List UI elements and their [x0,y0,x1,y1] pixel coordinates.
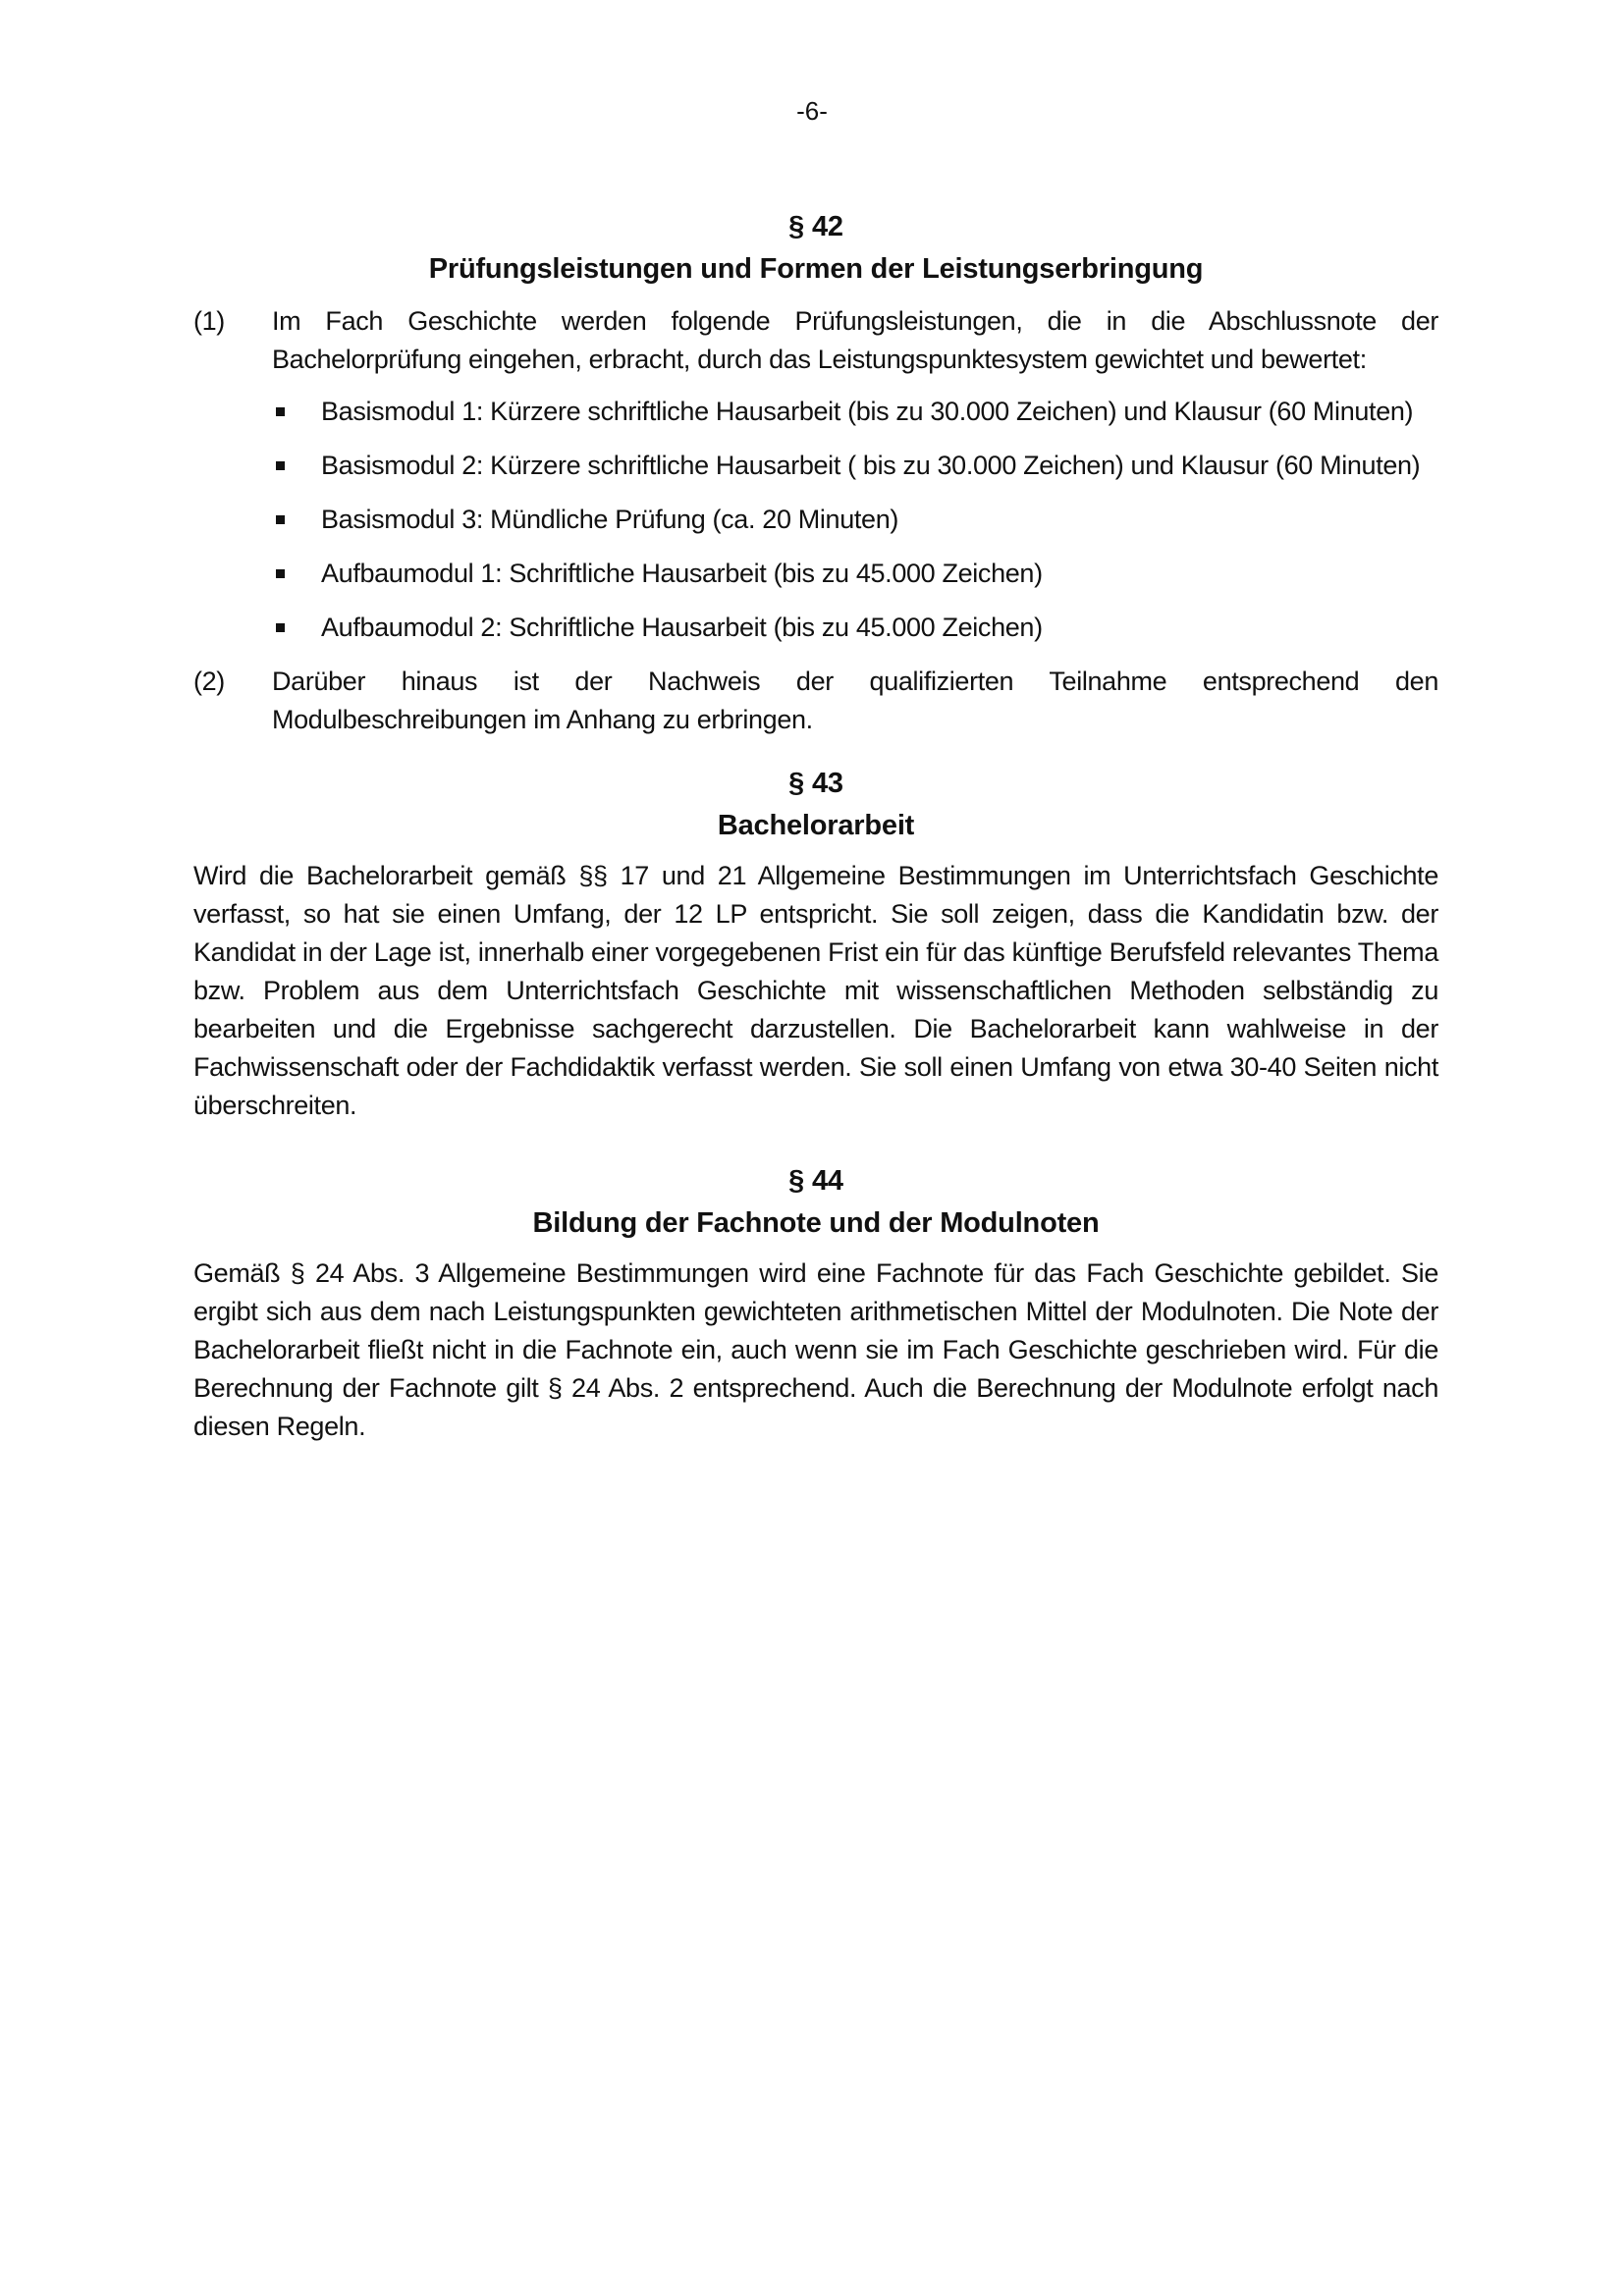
square-bullet-icon [272,447,321,485]
exam-list [272,393,1438,647]
list-item [272,501,1438,539]
section-42-title: Prüfungsleistungen und Formen der Leistungserbringung [428,253,1204,285]
section-44-title: Bildung der Fachnote und der Modulnoten [532,1207,1100,1239]
paragraph-2-text: Darüber hinaus ist der Nachweis der qualifizierten Teilnahme entsprechend den Modulbeschreibungen im Anhang zu erbringen. [272,667,1438,734]
list-item [272,609,1438,647]
section-43-text: Wird die Bachelorarbeit gemäß §§ 17 und 21 Allgemeine Bestimmungen im Unterrichtsfach Geschichte verfasst, so hat sie einen Umfang, der 12 LP entspricht. Sie soll zeigen, dass die Kandidatin bzw. der Kandidat in der Lage ist, innerhalb einer vorgegebenen Frist ein für das künftige Berufsfeld relevantes Thema bzw. Problem aus dem Unterrichtsfach Geschichte mit wissenschaftlichen Methoden selbständig zu bearbeiten und die Ergebnisse sachgerecht darzustellen. Die Bachelorarbeit kann wahlweise in der Fachwissenschaft oder der Fachdidaktik verfasst werden. Sie soll einen Umfang von etwa 30-40 Seiten nicht überschreiten. [193,861,1438,1120]
section-43-title: Bachelorarbeit [717,810,915,841]
paragraph-2 [193,663,1438,739]
list-item [272,555,1438,593]
paragraph-1-text: Im Fach Geschichte werden folgende Prüfungsleistungen, die in die Abschlussnote der Bachelorprüfung eingehen, erbracht, durch das Leistungspunktesystem gewichtet und bewertet: [272,306,1438,374]
list-item-text: Basismodul 1: Kürzere schriftliche Hausarbeit (bis zu 30.000 Zeichen) und Klausur (60 Minuten) [321,397,1414,426]
section-44 [193,1160,1438,1446]
section-43-number: § 43 [788,768,843,799]
list-item-text: Basismodul 2: Kürzere schriftliche Hausarbeit ( bis zu 30.000 Zeichen) und Klausur (60 Minuten) [321,451,1421,480]
list-item [272,393,1438,431]
square-bullet-icon [272,393,321,431]
section-44-text: Gemäß § 24 Abs. 3 Allgemeine Bestimmungen wird eine Fachnote für das Fach Geschichte gebildet. Sie ergibt sich aus dem nach Leistungspunkten gewichteten arithmetischen Mittel der Modulnoten. Die Note der Bachelorarbeit fließt nicht in die Fachnote ein, auch wenn sie im Fach Geschichte geschrieben wird. Für die Berechnung der Fachnote gilt § 24 Abs. 2 entsprechend. Auch die Berechnung der Modulnote erfolgt nach diesen Regeln. [193,1258,1438,1441]
list-item-text: Aufbaumodul 1: Schriftliche Hausarbeit (bis zu 45.000 Zeichen) [321,559,1043,588]
square-bullet-icon [272,555,321,593]
paragraph-1-number: (1) [193,306,225,336]
section-44-number: § 44 [788,1165,843,1197]
list-item-text: Aufbaumodul 2: Schriftliche Hausarbeit (bis zu 45.000 Zeichen) [321,613,1043,642]
page-number: -6- [796,96,828,126]
paragraph-1 [193,302,1438,379]
section-42 [193,206,1438,739]
section-43 [193,763,1438,1125]
section-42-number: § 42 [788,211,843,242]
list-item [272,447,1438,485]
list-item-text: Basismodul 3: Mündliche Prüfung (ca. 20 Minuten) [321,505,899,534]
square-bullet-icon [272,501,321,539]
square-bullet-icon [272,609,321,647]
paragraph-2-number: (2) [193,667,225,696]
document-body [193,206,1438,1446]
